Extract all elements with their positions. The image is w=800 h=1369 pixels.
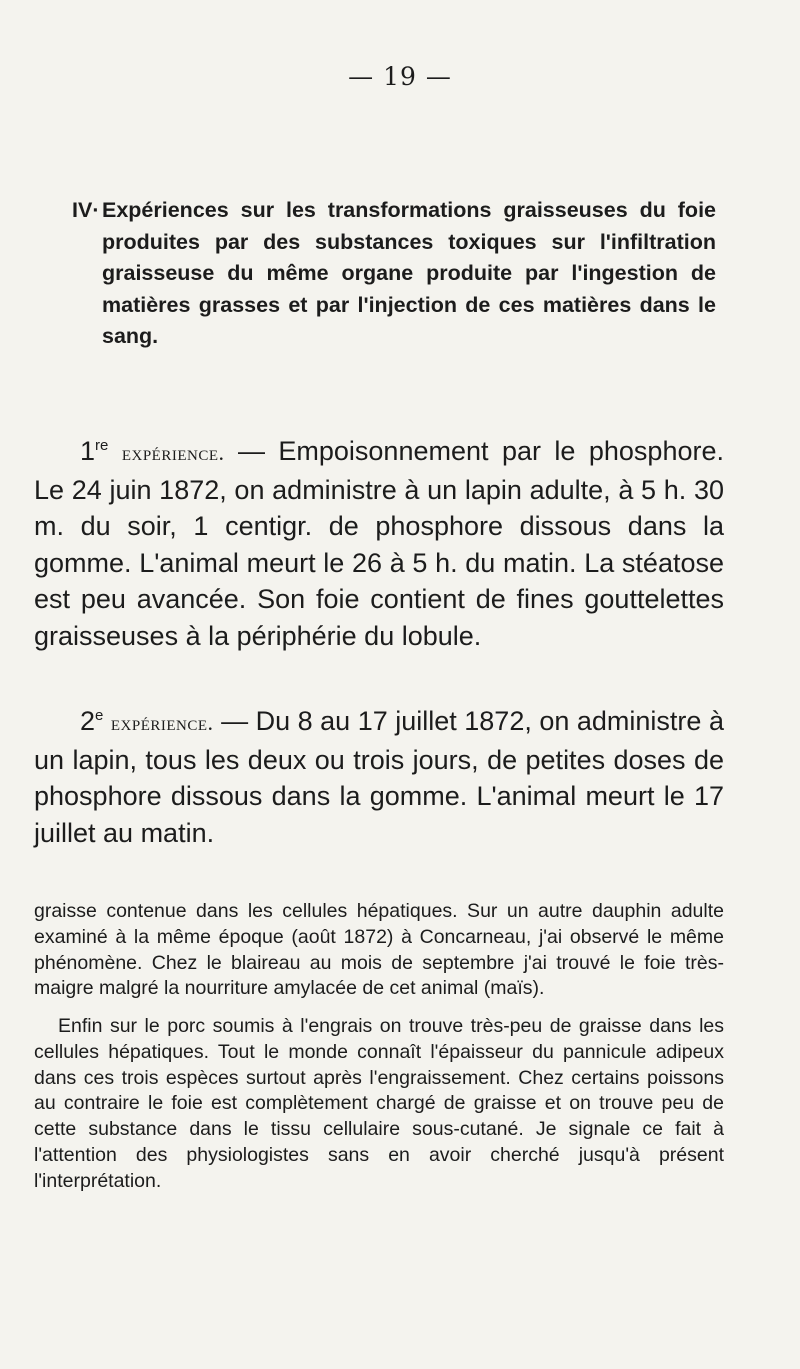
experiment-1-label: expérience. [121,440,225,465]
experiment-2-paragraph [34,703,724,851]
page-number: — 19 — [348,62,452,91]
experiment-2-body: — Du 8 au 17 juillet 1872, on administre à un lapin, tous les deux ou trois jours, de petites doses de phosphore dissous dans la gomme. L'animal meurt le 17 juillet au matin. [34,706,724,848]
section-title: Expériences sur les transformations graisseuses du foie produites par des substances toxiques sur l'infiltration graisseuse du même organe produite par l'ingestion de matières grasses et par l'injection de ces matières dans le sang. [102,198,716,348]
section-heading [72,195,716,353]
note-paragraph-1: graisse contenue dans les cellules hépatiques. Sur un autre dauphin adulte examiné à la même époque (août 1872) à Concarneau, j'ai observé le même phénomène. Chez le blaireau au mois de septembre j'ai trouvé le foie très-maigre malgré la nourriture amylacée de cet animal (maïs). [34,900,724,1000]
experiment-2-label: expérience. [110,710,214,735]
section-numeral: IV· [72,198,100,222]
experiment-1-ordinal: 1 [80,436,96,466]
note-paragraph-2: Enfin sur le porc soumis à l'engrais on trouve très-peu de graisse dans les cellules hépatiques. Tout le monde connaît l'épaisseur du pannicule adipeux dans ces trois espèces surtout après l'engraissement. Chez certains poissons au contraire le foie est complètement chargé de graisse et on trouve peu de cette substance dans le tissu cellulaire sous-cutané. Je signale ce fait à l'attention des physiologistes sans en avoir cherché jusqu'à présent l'interprétation. [34,1015,724,1192]
experiment-1-body: — Empoisonnement par le phosphore. Le 24 juin 1872, on administre à un lapin adulte, à 5 h. 30 m. du soir, 1 centigr. de phosphore dissous dans la gomme. L'animal meurt le 26 à 5 h. du matin. La stéatose est peu avancée. Son foie contient de fines gouttelettes graisseuses à la périphérie du lobule. [34,436,724,651]
experiment-1-paragraph [34,433,724,654]
experiment-1-ordinal-suffix: re [95,437,109,454]
experiment-2-ordinal-suffix: e [95,707,104,724]
experiment-2-ordinal: 2 [80,706,96,736]
